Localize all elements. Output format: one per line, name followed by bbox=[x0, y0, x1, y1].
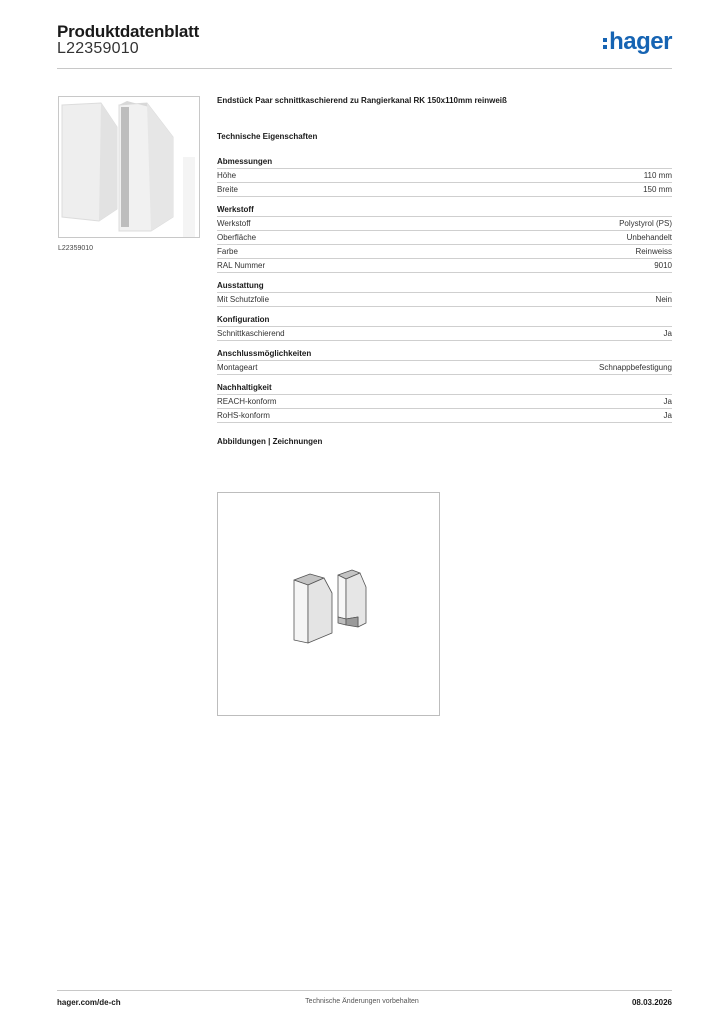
property-label: Höhe bbox=[217, 171, 237, 180]
property-row bbox=[217, 361, 672, 375]
property-row bbox=[217, 259, 672, 273]
section-configuration bbox=[217, 315, 672, 341]
property-value: Ja bbox=[663, 397, 672, 406]
doc-title: Produktdatenblatt bbox=[57, 22, 200, 41]
property-row bbox=[217, 409, 672, 423]
property-value: Polystyrol (PS) bbox=[619, 219, 672, 228]
property-value: 9010 bbox=[654, 261, 672, 270]
property-label: Werkstoff bbox=[217, 219, 251, 228]
footer-website-link[interactable]: hager.com/de-ch bbox=[57, 998, 121, 1007]
section-connections bbox=[217, 349, 672, 375]
property-label: Oberfläche bbox=[217, 233, 257, 242]
end-piece-drawing-icon bbox=[218, 493, 439, 715]
section-material bbox=[217, 205, 672, 273]
product-id: L22359010 bbox=[57, 40, 139, 57]
header-divider bbox=[57, 68, 672, 69]
section-heading: Ausstattung bbox=[217, 281, 672, 293]
property-row bbox=[217, 183, 672, 197]
product-drawing[interactable] bbox=[217, 492, 440, 716]
thumbnail-caption: L22359010 bbox=[58, 245, 94, 252]
property-label: Schnittkaschierend bbox=[217, 329, 285, 338]
footer-divider bbox=[57, 990, 672, 991]
property-row bbox=[217, 169, 672, 183]
end-piece-thumbnail-icon bbox=[59, 97, 199, 237]
section-heading: Anschlussmöglichkeiten bbox=[217, 349, 672, 361]
section-dimensions bbox=[217, 157, 672, 197]
property-label: Montageart bbox=[217, 363, 258, 372]
product-thumbnail[interactable] bbox=[58, 96, 200, 238]
property-label: RAL Nummer bbox=[217, 261, 266, 270]
property-value: Ja bbox=[663, 329, 672, 338]
property-value: Nein bbox=[655, 295, 672, 304]
property-label: RoHS-konform bbox=[217, 411, 270, 420]
footer-notice: Technische Änderungen vorbehalten bbox=[305, 998, 419, 1005]
property-row bbox=[217, 293, 672, 307]
section-heading: Nachhaltigkeit bbox=[217, 383, 672, 395]
property-label: Farbe bbox=[217, 247, 238, 256]
property-value: Reinweiss bbox=[635, 247, 672, 256]
property-row bbox=[217, 217, 672, 231]
product-description: Endstück Paar schnittkaschierend zu Rangierkanal RK 150x110mm reinweiß bbox=[217, 96, 507, 105]
property-row bbox=[217, 245, 672, 259]
property-row bbox=[217, 395, 672, 409]
property-row bbox=[217, 327, 672, 341]
property-label: Mit Schutzfolie bbox=[217, 295, 270, 304]
property-value: 110 mm bbox=[643, 171, 672, 180]
section-sustainability bbox=[217, 383, 672, 423]
logo-colon-icon bbox=[603, 34, 607, 50]
property-value: Unbehandelt bbox=[626, 233, 672, 242]
section-heading: Konfiguration bbox=[217, 315, 672, 327]
footer-date: 08.03.2026 bbox=[631, 998, 672, 1007]
property-value: Ja bbox=[663, 411, 672, 420]
hager-logo[interactable] bbox=[603, 28, 672, 56]
section-heading: Werkstoff bbox=[217, 205, 672, 217]
tech-properties-title: Technische Eigenschaften bbox=[217, 132, 318, 141]
product-details bbox=[217, 96, 672, 451]
images-section-title: Abbildungen | Zeichnungen bbox=[217, 437, 323, 446]
section-heading: Abmessungen bbox=[217, 157, 672, 169]
property-label: Breite bbox=[217, 185, 238, 194]
property-value: Schnappbefestigung bbox=[599, 363, 672, 372]
property-row bbox=[217, 231, 672, 245]
logo-text: hager bbox=[609, 28, 672, 55]
section-equipment bbox=[217, 281, 672, 307]
property-label: REACH-konform bbox=[217, 397, 277, 406]
property-value: 150 mm bbox=[643, 185, 672, 194]
